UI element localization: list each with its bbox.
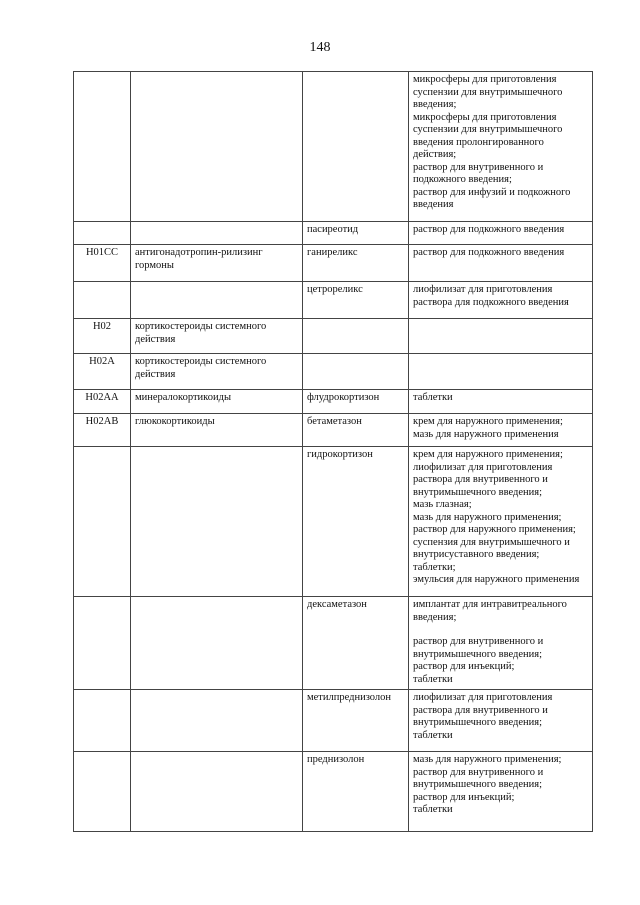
group-name-cell (131, 690, 303, 752)
page-number: 148 (309, 40, 331, 55)
group-name-cell (131, 72, 303, 222)
substance-cell: преднизолон (303, 752, 409, 832)
table-row (74, 690, 593, 752)
dosage-form-line: внутримышечного введения; (413, 779, 543, 790)
group-name-cell: кортикостероиды системного действия (131, 319, 303, 354)
atc-code-cell: H01CC (74, 245, 131, 282)
dosage-form-line: суспензии для внутримышечного (413, 86, 563, 98)
dosage-form-line: микросферы для приготовления (413, 74, 557, 85)
table-row (74, 752, 593, 832)
dosage-form-line: раствора для внутривенного и (413, 474, 548, 485)
dosage-form-line: раствор для инъекций; (413, 791, 515, 803)
table-row (74, 354, 593, 390)
table-row (74, 245, 593, 282)
atc-code-cell (74, 752, 131, 832)
dosage-form-line: подкожного введения; (413, 174, 512, 185)
atc-code-cell (74, 447, 131, 597)
table-row (74, 597, 593, 690)
dosage-form-gap (413, 624, 588, 636)
dosage-forms-cell (409, 72, 593, 222)
table-row (74, 390, 593, 414)
dosage-form-line: суспензии для внутримышечного (413, 124, 563, 135)
substance-cell: гидрокортизон (303, 447, 409, 597)
dosage-form-line: эмульсия для наружного применения (413, 574, 580, 585)
dosage-forms-cell (409, 354, 593, 390)
dosage-form-line: введения; (413, 611, 457, 623)
group-name-cell (131, 447, 303, 597)
dosage-form-line: раствор для внутривенного и (413, 161, 544, 173)
group-name-cell: минералокортикоиды (131, 390, 303, 414)
group-name-cell: антигонадотропин-рилизинг гормоны (131, 245, 303, 282)
dosage-form-line: мазь для наружного применения; (413, 511, 562, 523)
dosage-form-line: мазь для наружного применения; (413, 754, 562, 765)
dosage-forms-cell (409, 597, 593, 690)
dosage-form-line: раствор для подкожного введения (413, 224, 565, 235)
dosage-form-line: лиофилизат для приготовления (413, 461, 553, 473)
dosage-forms-cell (409, 245, 593, 282)
substance-cell: бетаметазон (303, 414, 409, 447)
dosage-form-line: таблетки (413, 392, 453, 403)
dosage-form-line: лиофилизат для приготовления (413, 692, 553, 703)
dosage-forms-cell (409, 319, 593, 354)
dosage-form-line: таблетки (413, 673, 453, 685)
atc-code-cell: H02 (74, 319, 131, 354)
table-row (74, 319, 593, 354)
dosage-form-line: внутримышечного введения; (413, 648, 543, 660)
table-body (74, 72, 593, 832)
dosage-form-line: раствор для внутривенного и (413, 636, 544, 647)
dosage-form-line: введения (413, 199, 454, 210)
substance-cell (303, 319, 409, 354)
atc-code-cell: H02AB (74, 414, 131, 447)
atc-code-cell (74, 282, 131, 319)
dosage-form-line: раствора для внутривенного и (413, 704, 548, 716)
dosage-form-line: таблетки; (413, 561, 456, 573)
group-name-cell (131, 282, 303, 319)
atc-code-cell (74, 690, 131, 752)
group-name-cell: кортикостероиды системного действия (131, 354, 303, 390)
substance-cell: цетрореликс (303, 282, 409, 319)
substance-cell: ганиреликс (303, 245, 409, 282)
table-row (74, 414, 593, 447)
dosage-form-line: действия; (413, 149, 457, 160)
dosage-form-line: таблетки (413, 804, 453, 815)
table-row (74, 222, 593, 245)
substance-cell: флудрокортизон (303, 390, 409, 414)
substance-cell: дексаметазон (303, 597, 409, 690)
drug-table (73, 71, 593, 832)
atc-code-cell: H02A (74, 354, 131, 390)
group-name-cell: глюкокортикоиды (131, 414, 303, 447)
dosage-form-line: раствор для подкожного введения (413, 247, 565, 258)
dosage-forms-cell (409, 752, 593, 832)
dosage-forms-cell (409, 222, 593, 245)
dosage-form-line: раствор для инъекций; (413, 661, 515, 672)
dosage-form-line: крем для наружного применения; (413, 449, 563, 460)
atc-code-cell: H02AA (74, 390, 131, 414)
dosage-forms-cell (409, 414, 593, 447)
dosage-form-line: таблетки (413, 729, 453, 741)
dosage-form-line: введения пролонгированного (413, 136, 544, 148)
substance-cell (303, 354, 409, 390)
dosage-form-line: внутрисуставного введения; (413, 549, 540, 560)
dosage-forms-cell (409, 390, 593, 414)
group-name-cell (131, 597, 303, 690)
table-row (74, 282, 593, 319)
group-name-cell (131, 752, 303, 832)
substance-cell (303, 72, 409, 222)
dosage-form-line: раствор для инфузий и подкожного (413, 186, 571, 198)
group-name-cell (131, 222, 303, 245)
atc-code-cell (74, 597, 131, 690)
dosage-form-line: раствор для внутривенного и (413, 766, 544, 778)
dosage-form-line: внутримышечного введения; (413, 486, 543, 498)
dosage-form-line: раствора для подкожного введения (413, 296, 569, 308)
substance-cell: пасиреотид (303, 222, 409, 245)
dosage-form-line: раствор для наружного применения; (413, 524, 576, 535)
dosage-forms-cell (409, 447, 593, 597)
table-row (74, 447, 593, 597)
dosage-form-line: имплантат для интравитреального (413, 599, 567, 610)
substance-cell: метилпреднизолон (303, 690, 409, 752)
dosage-form-line: микросферы для приготовления (413, 111, 557, 123)
dosage-forms-cell (409, 282, 593, 319)
dosage-form-line: крем для наружного применения; (413, 416, 563, 427)
atc-code-cell (74, 72, 131, 222)
dosage-form-line: лиофилизат для приготовления (413, 284, 553, 295)
dosage-form-line: введения; (413, 99, 457, 110)
dosage-form-line: внутримышечного введения; (413, 717, 543, 728)
dosage-form-line: суспензия для внутримышечного и (413, 536, 570, 548)
dosage-forms-cell (409, 690, 593, 752)
dosage-form-line: мазь глазная; (413, 499, 472, 510)
dosage-form-line: мазь для наружного применения (413, 428, 559, 440)
atc-code-cell (74, 222, 131, 245)
table-row (74, 72, 593, 222)
